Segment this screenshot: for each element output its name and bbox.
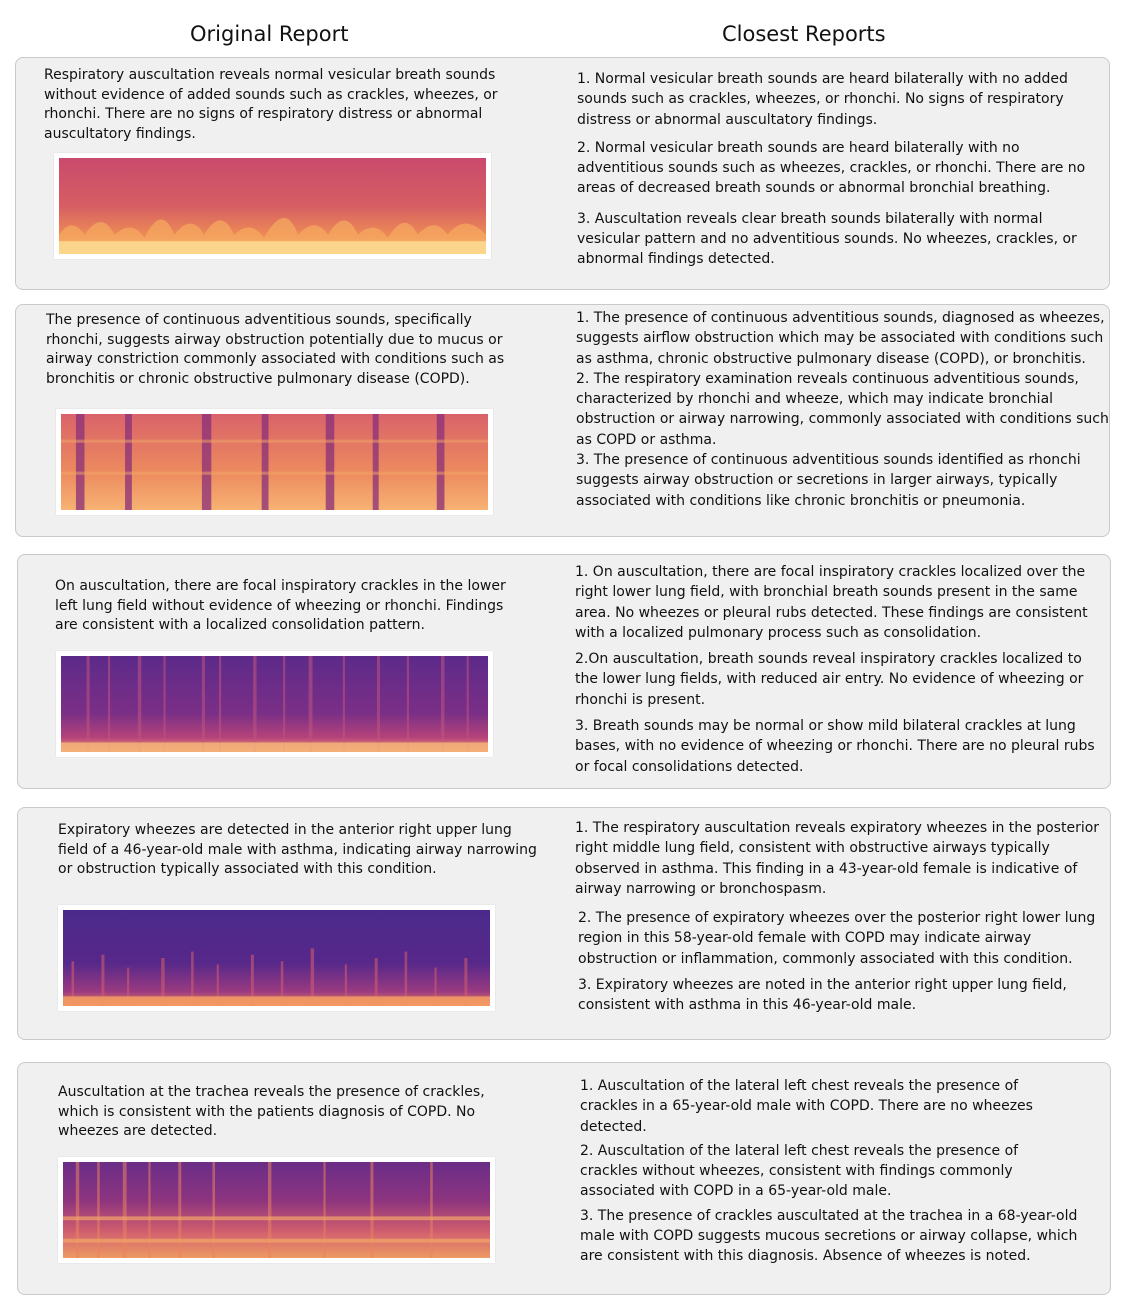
closest-report-3: 3. Auscultation reveals clear breath sounds bilaterally with normal vesicular pattern and no adventitious sounds. No wheezes, crackles, or abnormal findings detected. — [577, 210, 1077, 268]
header-original: Original Report — [190, 22, 349, 46]
tracheal-crackles-spectrogram — [63, 1162, 490, 1258]
report-panel-2 — [15, 304, 1110, 537]
crackles-spectrogram — [61, 656, 488, 752]
closest-report-2: 2. The presence of expiratory wheezes over the posterior right lower lung region in this 58-year-old female with COPD may indicate airway obstruction or inflammation, commonly associated with this condition. — [578, 910, 1096, 967]
original-report-text: Auscultation at the trachea reveals the presence of crackles, which is consistent with the patients diagnosis of COPD. No wheezes are detected. — [58, 1084, 485, 1139]
closest-report-2: 2. Normal vesicular breath sounds are heard bilaterally with no adventitious sounds such as wheezes, crackles, or rhonchi. There are no areas of decreased breath sounds or abnormal bronchial breathing. — [577, 139, 1086, 197]
report-panel-4 — [17, 807, 1111, 1040]
spectrogram-frame — [54, 153, 491, 259]
original-report-text: Expiratory wheezes are detected in the anterior right upper lung field of a 46-year-old male with asthma, indicating airway narrowing or obstruction typically associated with this condition. — [58, 822, 537, 877]
closest-report-1: 1. The respiratory auscultation reveals expiratory wheezes in the posterior right middle lung field, consistent with obstructive airways typically observed in asthma. This finding in a 43-year-old female is indicative of airway narrowing or bronchospasm. — [575, 820, 1100, 897]
report-panel-1 — [15, 57, 1110, 290]
original-report-text: The presence of continuous adventitious sounds, specifically rhonchi, suggests airway obstruction potentially due to mucus or airway constriction commonly associated with conditions such as bronchitis or chronic obstructive pulmonary disease (COPD). — [46, 312, 505, 387]
closest-reports — [575, 562, 1105, 777]
normal-vesicular-spectrogram — [59, 158, 486, 254]
closest-report-3: 3. The presence of continuous adventitious sounds identified as rhonchi suggests airway obstruction or secretions in larger airways, typically associated with conditions like chronic bronchitis or pneumonia. — [576, 452, 1081, 509]
header-closest: Closest Reports — [722, 22, 886, 46]
closest-reports — [575, 818, 1105, 1016]
report-panel-3 — [17, 554, 1111, 789]
closest-report-1: 1. Normal vesicular breath sounds are heard bilaterally with no added sounds such as crackles, wheezes, or rhonchi. No signs of respiratory distress or abnormal auscultatory findings. — [577, 71, 1068, 128]
closest-report-3: 3. The presence of crackles auscultated at the trachea in a 68-year-old male with COPD suggests mucous secretions or airway collapse, which are consistent with this diagnosis. Absence of wheezes is noted. — [580, 1207, 1078, 1265]
wheezes-spectrogram — [63, 910, 490, 1006]
closest-report-2: 2.On auscultation, breath sounds reveal inspiratory crackles localized to the lower lung fields, with reduced air entry. No evidence of wheezing or rhonchi is present. — [575, 651, 1084, 708]
rhonchi-spectrogram — [61, 414, 488, 510]
spectrogram-frame — [58, 1157, 495, 1263]
closest-report-1: 1. On auscultation, there are focal inspiratory crackles localized over the right lower lung field, with bronchial breath sounds present in the same area. No wheezes or pleural rubs detected. These findings are consistent with a localized pulmonary process such as consolidation. — [575, 564, 1088, 641]
spectrogram-frame — [56, 651, 493, 757]
closest-report-1: 1. Auscultation of the lateral left chest reveals the presence of crackles in a 65-year-old male with COPD. There are no wheezes detected. — [580, 1078, 1033, 1135]
closest-reports — [576, 308, 1111, 511]
closest-report-1: 1. The presence of continuous adventitious sounds, diagnosed as wheezes, suggests airflow obstruction which may be associated with conditions such as asthma, chronic obstructive pulmonary disease (COPD), or bronchitis. — [576, 310, 1105, 367]
closest-report-3: 3. Expiratory wheezes are noted in the anterior right upper lung field, consistent with asthma in this 46-year-old male. — [578, 977, 1067, 1014]
original-report-text: On auscultation, there are focal inspiratory crackles in the lower left lung field without evidence of wheezing or rhonchi. Findings are consistent with a localized consolidation pattern. — [55, 578, 506, 633]
closest-report-2: 2. The respiratory examination reveals continuous adventitious sounds, characterized by rhonchi and wheeze, which may indicate bronchial obstruction or airway narrowing, commonly associated with conditions such as COPD or asthma. — [576, 370, 1109, 448]
closest-reports — [577, 69, 1107, 270]
closest-report-2: 2. Auscultation of the lateral left chest reveals the presence of crackles without wheezes, consistent with findings commonly associated with COPD in a 65-year-old male. — [580, 1142, 1019, 1200]
report-panel-5 — [17, 1062, 1111, 1295]
spectrogram-frame — [56, 409, 493, 515]
original-report-text: Respiratory auscultation reveals normal vesicular breath sounds without evidence of added sounds such as crackles, wheezes, or rhonchi. There are no signs of respiratory distress or abnormal auscultatory findings. — [44, 67, 498, 142]
closest-report-3: 3. Breath sounds may be normal or show mild bilateral crackles at lung bases, with no evidence of wheezing or rhonchi. There are no pleural rubs or focal consolidations detected. — [575, 718, 1095, 775]
closest-reports — [580, 1076, 1080, 1267]
spectrogram-frame — [58, 905, 495, 1011]
